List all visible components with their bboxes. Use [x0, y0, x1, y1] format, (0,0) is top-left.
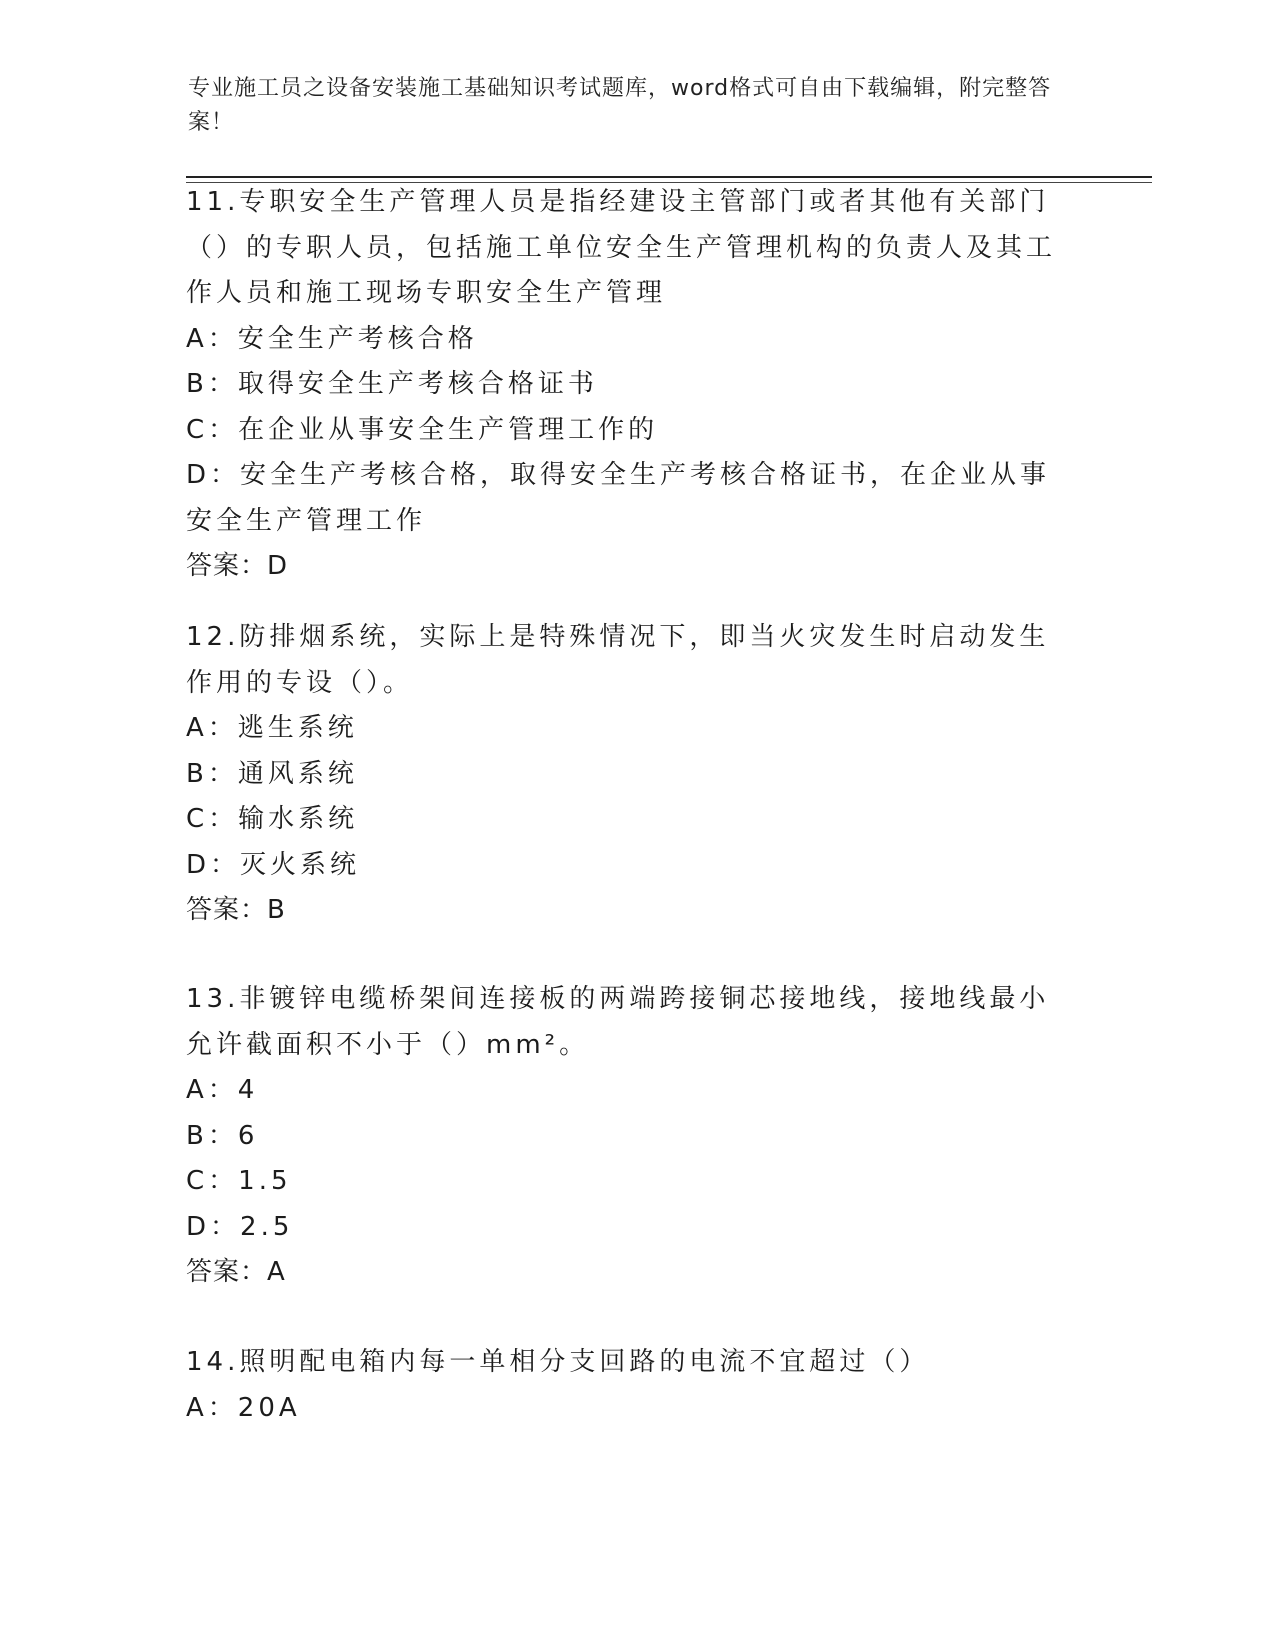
option-c: C：1.5 [186, 1166, 292, 1196]
option-a: A：逃生系统 [186, 713, 358, 743]
option-c: C：输水系统 [186, 804, 359, 834]
question-14 [186, 1340, 1066, 1431]
option-a: A：20A [186, 1392, 301, 1423]
question-13 [186, 977, 1066, 1296]
option-c: C：在企业从事安全生产管理工作的 [186, 414, 659, 445]
question-stem: 14.照明配电箱内每一单相分支回路的电流不宜超过（） [186, 1347, 930, 1377]
option-b: B：6 [186, 1120, 259, 1151]
option-d: D：2.5 [186, 1211, 294, 1242]
question-12 [186, 615, 1066, 934]
answer-label: 答案：B [186, 895, 286, 925]
option-b: B：通风系统 [186, 758, 358, 789]
option-a: A：安全生产考核合格 [186, 323, 478, 354]
option-d: D：安全生产考核合格，取得安全生产考核合格证书，在企业从事安全生产管理工作 [186, 460, 1051, 536]
question-stem: 12.防排烟系统，实际上是特殊情况下，即当火灾发生时启动发生作用的专设（）。 [186, 622, 1050, 698]
question-stem: 13.非镀锌电缆桥架间连接板的两端跨接铜芯接地线，接地线最小允许截面积不小于（）mm²。 [186, 984, 1050, 1060]
document-header: 专业施工员之设备安装施工基础知识考试题库，word格式可自由下载编辑，附完整答案！ [188, 76, 1052, 135]
option-a: A：4 [186, 1075, 259, 1105]
question-stem: 11.专职安全生产管理人员是指经建设主管部门或者其他有关部门（）的专职人员，包括施工单位安全生产管理机构的负责人及其工作人员和施工现场专职安全生产管理 [186, 187, 1057, 308]
option-d: D：灭火系统 [186, 849, 361, 880]
header-divider-thick [186, 176, 1152, 178]
question-11 [186, 180, 1066, 590]
option-b: B：取得安全生产考核合格证书 [186, 369, 598, 399]
answer-label: 答案：D [186, 551, 289, 581]
answer-label: 答案：A [186, 1257, 286, 1287]
